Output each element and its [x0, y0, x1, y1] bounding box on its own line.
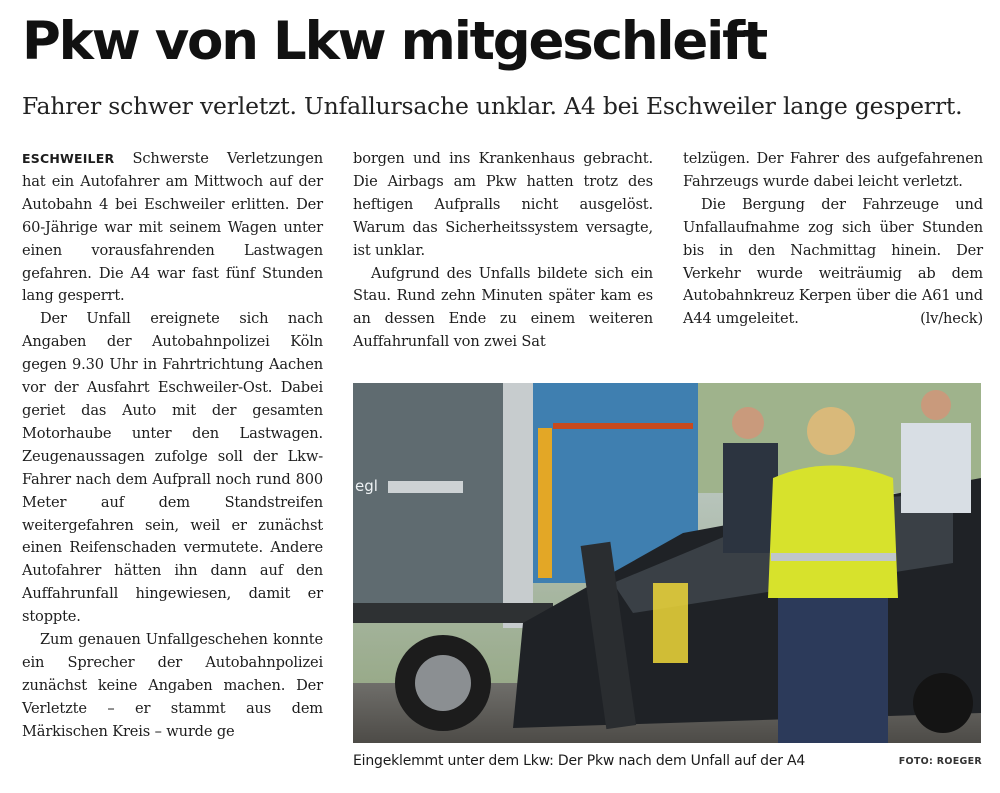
officer-trousers — [778, 598, 888, 743]
text-column-2 — [353, 148, 653, 354]
text-column-3 — [683, 148, 983, 331]
truck-label-strip — [388, 481, 463, 493]
person-head — [732, 407, 764, 439]
accident-photo-illustration — [353, 383, 981, 743]
under-ride-bar — [353, 603, 553, 623]
paragraph: Zum genauen Unfallgeschehen konnte ein Sprecher der Autobahnpolizei zunächst keine Angaben machen. Der Verletzte – er stammt aus dem Märkischen Kreis – wurde ge — [22, 631, 323, 740]
paragraph-text: Die Bergung der Fahrzeuge und Unfallaufnahme zog sich über Stunden bis in den Nachmittag hinein. Der Verkehr wurde weiträumig ab dem Autobahnkreuz Kerpen über die A61 und A44 umgeleitet. — [683, 195, 983, 328]
wheel-rim — [415, 655, 471, 711]
vest-reflector — [771, 553, 896, 561]
paragraph: borgen und ins Krankenhaus gebracht. Die Airbags am Pkw hatten trotz des heftigen Aufpralls nicht ausgelöst. Warum das Sicherheitssystem versagte, ist unklar. — [353, 150, 653, 259]
subheadline: Fahrer schwer verletzt. Unfallursache unklar. A4 bei Eschweiler lange gesperrt. — [22, 92, 963, 120]
headline: Pkw von Lkw mitgeschleift — [22, 11, 767, 72]
paragraph: Aufgrund des Unfalls bildete sich ein Stau. Rund zehn Minuten später kam es an dessen Ende zu einem weiteren Auffahrunfall von zwei Sat — [353, 264, 653, 351]
wheel-car — [913, 673, 973, 733]
officer-hair — [807, 407, 855, 455]
paragraph-text: Schwerste Verletzungen hat ein Autofahrer am Mittwoch auf der Autobahn 4 bei Eschweiler erlitten. Der 60-Jährige war mit seinem Wagen unter einen vorausfahrenden Lastwagen gefahren. Die A4 war fast fünf Stunden lang gesperrt. — [22, 150, 323, 305]
paragraph: Der Unfall ereignete sich nach Angaben der Autobahnpolizei Köln gegen 9.30 Uhr in Fahrtrichtung Aachen vor der Ausfahrt Eschweiler-Ost. Dabei geriet das Auto mit der gesamten Motorhaube unter den Lastwagen. Zeugenaussagen zufolge soll der Lkw-Fahrer nach dem Aufprall noch rund 800 Meter auf dem Standstreifen weitergefahren sein, weil er zunächst einen Reifenschaden vermutete. Andere Autofahrer hätten ihn dann auf den Auffahrunfall hingewiesen, damit er stoppte. — [22, 310, 323, 626]
dateline: ESCHWEILER — [22, 151, 115, 166]
paragraph — [22, 148, 323, 308]
truck-lettering: egl — [355, 477, 378, 495]
paragraph — [683, 194, 983, 331]
officer-head — [921, 390, 951, 420]
photo-credit: FOTO: ROEGER — [898, 756, 982, 767]
trailer-stripe — [538, 428, 552, 578]
officer-shirt — [901, 423, 971, 513]
paragraph: telzügen. Der Fahrer des aufgefahrenen Fahrzeugs wurde dabei leicht verletzt. — [683, 150, 983, 190]
trailer-frame — [503, 383, 533, 628]
photo-caption: Eingeklemmt unter dem Lkw: Der Pkw nach dem Unfall auf der A4 — [353, 753, 806, 769]
accident-photo — [353, 383, 981, 743]
author-credit: (lv/heck) — [920, 310, 983, 328]
trailer-stripe-red — [553, 423, 693, 429]
text-column-1 — [22, 148, 323, 744]
high-visibility-vest — [768, 466, 898, 599]
person-jacket — [723, 443, 778, 553]
tow-strap — [653, 583, 688, 663]
